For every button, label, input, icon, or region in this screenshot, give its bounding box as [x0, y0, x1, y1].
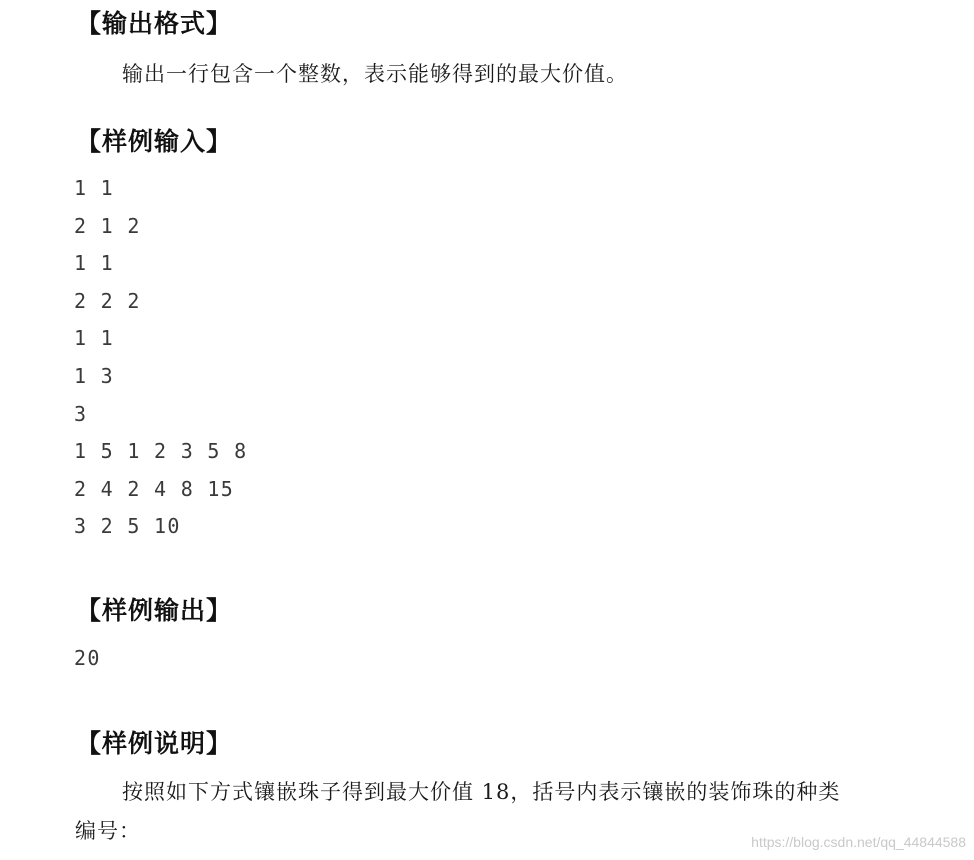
sample-input-line: 2 1 2 — [74, 213, 141, 238]
sample-input-line: 1 3 — [74, 363, 115, 388]
sample-input-line: 2 2 2 — [74, 288, 141, 313]
sample-explanation-heading: 【样例说明】 — [76, 729, 233, 758]
sample-input-block — [74, 170, 247, 546]
sample-input-line: 3 2 5 10 — [74, 514, 181, 539]
sample-input-line: 1 1 — [74, 176, 115, 200]
sample-explanation-line1: 按照如下方式镶嵌珠子得到最大价值 18，括号内表示镶嵌的装饰珠的种类 — [122, 780, 841, 804]
sample-input-line: 1 1 — [74, 251, 115, 276]
sample-input-heading: 【样例输入】 — [76, 127, 233, 156]
sample-explanation-line2: 编号： — [75, 819, 141, 843]
sample-output-block — [74, 640, 101, 678]
output-format-text: 输出一行包含一个整数，表示能够得到的最大价值。 — [122, 62, 628, 86]
sample-input-line: 1 5 1 2 3 5 8 — [74, 439, 248, 464]
watermark: https://blog.csdn.net/qq_44844588 — [751, 834, 966, 850]
sample-output-heading: 【样例输出】 — [76, 596, 233, 625]
sample-output-value: 20 — [74, 646, 101, 670]
sample-input-line: 2 4 2 4 8 15 — [74, 476, 235, 501]
sample-input-line: 1 1 — [74, 326, 115, 351]
sample-input-line: 3 — [74, 401, 88, 426]
output-format-heading: 【输出格式】 — [76, 9, 233, 38]
